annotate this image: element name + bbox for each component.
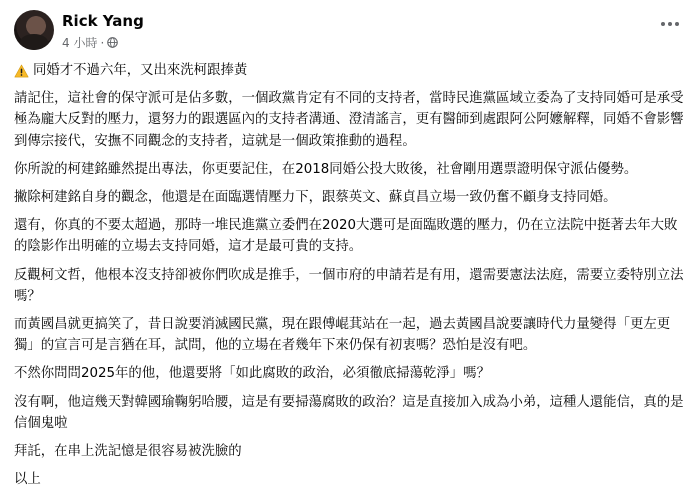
post-paragraph: 撇除柯建銘自身的觀念，他還是在面臨選情壓力下，跟蔡英文、蘇貞昌立場一致仍奮不顧身支持同婚。: [14, 190, 617, 206]
post-paragraph: 而黃國昌就更搞笑了，昔日說要消滅國民黨，現在跟傅崐萁站在一起，過去黃國昌說要讓時代力量變得「更左更獨」的宣言可是言猶在耳，試問，他的立場在者幾年下來仍保有初衷嗎？恐怕是沒有吧。: [14, 317, 671, 354]
post-paragraph: 你所說的柯建銘雖然提出專法，你更要記住，在2018同婚公投大敗後，社會剛用選票證明保守派佔優勢。: [14, 161, 638, 177]
post-header: [14, 10, 684, 54]
post-paragraph: 沒有啊，他這幾天對韓國瑜鞠躬哈腰，這是有要掃蕩腐敗的政治？這是直接加入成為小弟，這種人還能信，真的是信個鬼啦: [14, 394, 684, 431]
more-icon-dot: [675, 22, 679, 26]
globe-icon[interactable]: [107, 37, 118, 48]
post-meta: [62, 34, 118, 51]
headline-text: 同婚才不過六年，又出來洗柯跟捧黃: [33, 63, 248, 78]
author-avatar[interactable]: [14, 10, 54, 50]
post-timestamp[interactable]: 4 小時: [62, 36, 98, 50]
author-name[interactable]: Rick Yang: [62, 12, 144, 30]
post-paragraph: 拜託，在串上洗記憶是很容易被洗臉的: [14, 444, 242, 460]
post-paragraph: 以上: [14, 472, 41, 488]
warning-icon: [14, 64, 29, 78]
more-options-button[interactable]: [656, 14, 684, 34]
more-icon-dot: [661, 22, 665, 26]
post-content: [14, 60, 688, 497]
post-paragraph: 反觀柯文哲，他根本沒支持卻被你們吹成是推手，一個市府的申請若是有用，還需要憲法法庭，需要立委特別立法嗎？: [14, 267, 684, 304]
post-paragraph: 請記住，這社會的保守派可是佔多數，一個政黨肯定有不同的支持者，當時民進黨區域立委為了支持同婚可是承受極為龐大反對的壓力，還努力的跟選區內的支持者溝通、澄清謠言，更有醫師到處跟阿公阿嬤解釋，同婚不會影響到傳宗接代，安撫不同觀念的支持者，這就是一個政策推動的過程。: [14, 91, 684, 149]
post-paragraph: 不然你問問2025年的他，他還要將「如此腐敗的政治，必須徹底掃蕩乾淨」嗎？: [14, 366, 490, 382]
meta-separator: ·: [100, 35, 105, 50]
more-icon-dot: [668, 22, 672, 26]
post-paragraph: 還有，你真的不要太超過，那時一堆民進黨立委們在2020大選可是面臨敗選的壓力，仍在立法院中挺著去年大敗的陰影作出明確的立場去支持同婚，這才是最可貴的支持。: [14, 218, 678, 255]
post-headline: [14, 60, 688, 81]
